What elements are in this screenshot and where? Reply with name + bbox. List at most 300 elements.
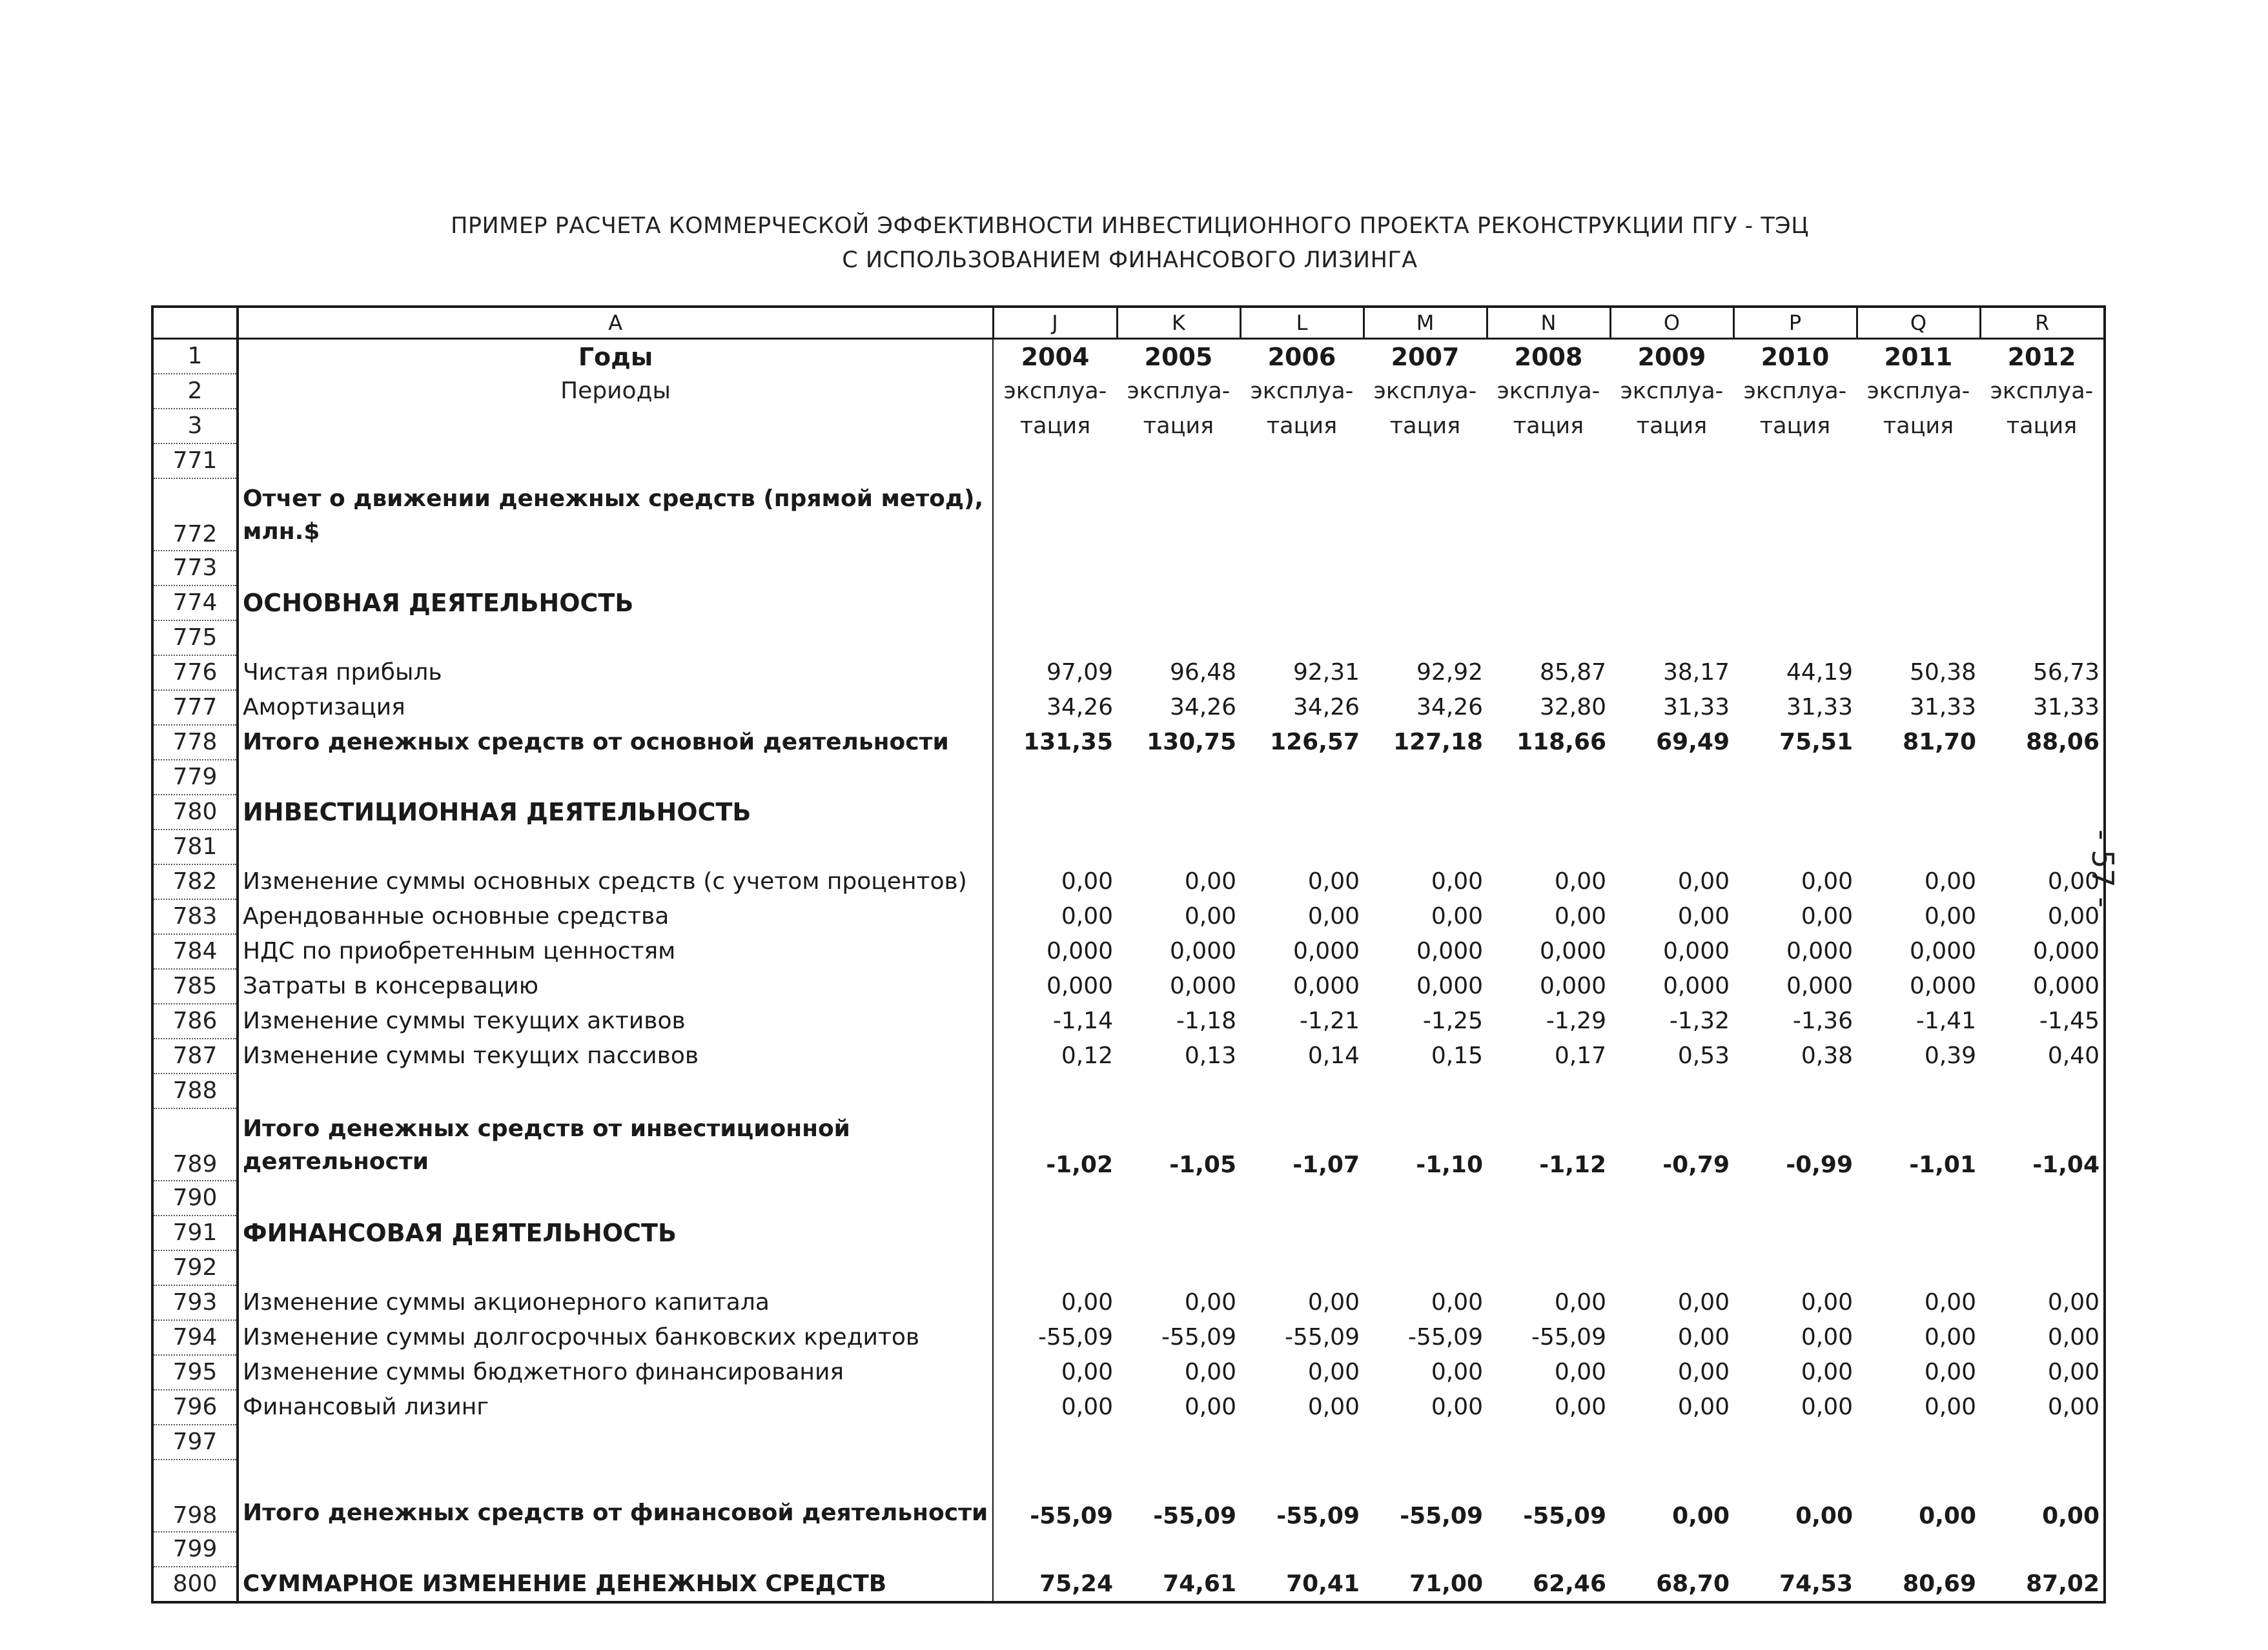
value-cell[interactable]: 31,33 bbox=[1980, 690, 2105, 725]
value-cell[interactable] bbox=[1487, 830, 1610, 864]
value-cell[interactable] bbox=[1117, 620, 1240, 655]
value-cell[interactable]: 0,00 bbox=[1924, 903, 1976, 930]
phase-cell[interactable]: эксплуа- bbox=[1250, 378, 1354, 404]
value-cell[interactable] bbox=[1857, 1216, 1980, 1250]
value-cell[interactable]: 0,15 bbox=[1431, 1043, 1483, 1069]
value-cell[interactable]: 0,000 bbox=[1662, 973, 1730, 999]
value-cell[interactable]: 34,26 bbox=[1169, 694, 1236, 720]
column-header[interactable]: O bbox=[1610, 307, 1733, 339]
row-number[interactable]: 785 bbox=[152, 969, 238, 1004]
year-cell[interactable]: 2011 bbox=[1884, 342, 1953, 371]
value-cell[interactable]: 0,00 bbox=[1677, 1394, 1730, 1420]
value-cell[interactable] bbox=[1857, 795, 1980, 830]
row-label[interactable]: Изменение суммы текущих активов bbox=[238, 1004, 993, 1039]
row-label[interactable]: НДС по приобретенным ценностям bbox=[238, 934, 993, 969]
value-cell[interactable]: 31,33 bbox=[1786, 694, 1853, 720]
value-cell[interactable]: 34,26 bbox=[1046, 694, 1113, 720]
value-cell[interactable] bbox=[993, 1425, 1117, 1460]
phase-cell[interactable]: тация bbox=[1980, 409, 2105, 443]
value-cell[interactable]: 0,00 bbox=[1801, 1289, 1853, 1316]
value-cell[interactable]: 0,40 bbox=[1980, 1039, 2105, 1074]
row-number[interactable]: 772 bbox=[152, 478, 238, 551]
value-cell[interactable]: -55,09 bbox=[1037, 1324, 1113, 1350]
row-number[interactable]: 775 bbox=[152, 620, 238, 655]
value-cell[interactable]: 0,00 bbox=[1307, 868, 1360, 895]
value-cell[interactable] bbox=[1364, 795, 1487, 830]
value-cell[interactable] bbox=[1240, 478, 1364, 551]
row-label[interactable]: Итого денежных средств от основной деятельности bbox=[238, 725, 993, 760]
value-cell[interactable]: 0,00 bbox=[1061, 903, 1113, 930]
column-header[interactable]: K bbox=[1117, 307, 1240, 339]
value-cell[interactable]: 69,49 bbox=[1656, 729, 1730, 755]
value-cell[interactable] bbox=[1117, 551, 1240, 586]
row-label[interactable]: СУММАРНОЕ ИЗМЕНЕНИЕ ДЕНЕЖНЫХ СРЕДСТВ bbox=[238, 1567, 993, 1602]
row-number[interactable]: 778 bbox=[152, 725, 238, 760]
value-cell[interactable]: 0,00 bbox=[1980, 1390, 2105, 1425]
value-cell[interactable]: 81,70 bbox=[1903, 729, 1976, 755]
column-header[interactable]: P bbox=[1733, 307, 1857, 339]
row-number[interactable]: 792 bbox=[152, 1250, 238, 1285]
value-cell[interactable] bbox=[1980, 1532, 2105, 1567]
value-cell[interactable]: 31,33 bbox=[1662, 694, 1730, 720]
value-cell[interactable] bbox=[1487, 1250, 1610, 1285]
value-cell[interactable]: -1,04 bbox=[1980, 1108, 2105, 1181]
row-number[interactable]: 3 bbox=[152, 409, 238, 443]
row-number[interactable]: 782 bbox=[152, 864, 238, 899]
row-label[interactable]: Финансовый лизинг bbox=[238, 1390, 993, 1425]
value-cell[interactable] bbox=[1610, 760, 1733, 795]
value-cell[interactable]: 0,00 bbox=[1307, 903, 1360, 930]
row-number[interactable]: 771 bbox=[152, 443, 238, 478]
phase-cell[interactable]: тация bbox=[1883, 412, 1954, 439]
row-label[interactable]: Изменение суммы акционерного капитала bbox=[238, 1285, 993, 1320]
row-number[interactable]: 798 bbox=[152, 1460, 238, 1532]
value-cell[interactable]: 0,00 bbox=[1061, 1359, 1113, 1385]
value-cell[interactable] bbox=[1610, 620, 1733, 655]
value-cell[interactable] bbox=[1733, 1216, 1857, 1250]
value-cell[interactable] bbox=[1240, 443, 1364, 478]
value-cell[interactable]: 0,00 bbox=[1184, 868, 1236, 895]
value-cell[interactable]: -55,09 bbox=[1400, 1503, 1483, 1529]
row-label[interactable] bbox=[238, 443, 993, 478]
value-cell[interactable]: 75,51 bbox=[1779, 729, 1853, 755]
value-cell[interactable] bbox=[993, 443, 1117, 478]
value-cell[interactable]: 74,53 bbox=[1779, 1570, 1853, 1597]
years-label[interactable]: Годы bbox=[238, 339, 993, 374]
value-cell[interactable]: 0,000 bbox=[1046, 938, 1113, 964]
value-cell[interactable] bbox=[1240, 586, 1364, 620]
value-cell[interactable]: 0,00 bbox=[1801, 1324, 1853, 1350]
row-number[interactable]: 799 bbox=[152, 1532, 238, 1567]
value-cell[interactable] bbox=[1610, 795, 1733, 830]
value-cell[interactable] bbox=[1364, 760, 1487, 795]
value-cell[interactable]: 0,000 bbox=[1980, 969, 2105, 1004]
value-cell[interactable]: 0,00 bbox=[1919, 1503, 1976, 1529]
row-number[interactable]: 796 bbox=[152, 1390, 238, 1425]
row-number[interactable]: 794 bbox=[152, 1320, 238, 1355]
value-cell[interactable] bbox=[1733, 478, 1857, 551]
value-cell[interactable]: 80,69 bbox=[1903, 1570, 1976, 1597]
value-cell[interactable] bbox=[993, 551, 1117, 586]
value-cell[interactable]: -55,09 bbox=[1030, 1503, 1113, 1529]
row-number[interactable]: 784 bbox=[152, 934, 238, 969]
value-cell[interactable]: 34,26 bbox=[1292, 694, 1360, 720]
value-cell[interactable] bbox=[1857, 760, 1980, 795]
value-cell[interactable]: 34,26 bbox=[1416, 694, 1483, 720]
value-cell[interactable]: -1,07 bbox=[1292, 1152, 1360, 1178]
value-cell[interactable] bbox=[1364, 586, 1487, 620]
value-cell[interactable]: 127,18 bbox=[1393, 729, 1483, 755]
value-cell[interactable] bbox=[1364, 620, 1487, 655]
value-cell[interactable] bbox=[1980, 620, 2105, 655]
value-cell[interactable] bbox=[1980, 1250, 2105, 1285]
value-cell[interactable]: 0,39 bbox=[1924, 1043, 1976, 1069]
value-cell[interactable]: 0,00 bbox=[1924, 1394, 1976, 1420]
value-cell[interactable] bbox=[1487, 620, 1610, 655]
value-cell[interactable] bbox=[1980, 830, 2105, 864]
row-number[interactable]: 791 bbox=[152, 1216, 238, 1250]
value-cell[interactable] bbox=[1857, 478, 1980, 551]
row-label[interactable]: Изменение суммы текущих пассивов bbox=[238, 1039, 993, 1074]
value-cell[interactable] bbox=[1980, 478, 2105, 551]
value-cell[interactable] bbox=[993, 1074, 1117, 1108]
value-cell[interactable] bbox=[1857, 443, 1980, 478]
value-cell[interactable]: 97,09 bbox=[1046, 659, 1113, 686]
value-cell[interactable]: -1,02 bbox=[1046, 1152, 1113, 1178]
value-cell[interactable] bbox=[1117, 1532, 1240, 1567]
value-cell[interactable] bbox=[993, 478, 1117, 551]
phase-cell[interactable]: эксплуа- bbox=[1373, 378, 1477, 404]
value-cell[interactable] bbox=[1240, 551, 1364, 586]
row-number[interactable]: 786 bbox=[152, 1004, 238, 1039]
value-cell[interactable]: 75,24 bbox=[1039, 1570, 1113, 1597]
value-cell[interactable] bbox=[1733, 443, 1857, 478]
value-cell[interactable] bbox=[1487, 478, 1610, 551]
empty-label-cell[interactable] bbox=[238, 409, 993, 443]
value-cell[interactable]: 0,14 bbox=[1307, 1043, 1360, 1069]
value-cell[interactable] bbox=[1733, 830, 1857, 864]
value-cell[interactable] bbox=[1610, 586, 1733, 620]
value-cell[interactable] bbox=[1117, 1250, 1240, 1285]
value-cell[interactable]: 0,00 bbox=[1924, 1289, 1976, 1316]
value-cell[interactable] bbox=[1980, 586, 2105, 620]
value-cell[interactable]: 0,00 bbox=[1307, 1289, 1360, 1316]
year-cell[interactable]: 2004 bbox=[1021, 342, 1090, 371]
column-header-a[interactable]: A bbox=[238, 307, 993, 339]
column-header[interactable]: Q bbox=[1857, 307, 1980, 339]
value-cell[interactable] bbox=[1240, 1074, 1364, 1108]
row-label[interactable] bbox=[238, 1074, 993, 1108]
value-cell[interactable] bbox=[1487, 1425, 1610, 1460]
value-cell[interactable]: 0,00 bbox=[1184, 1359, 1236, 1385]
value-cell[interactable]: 0,000 bbox=[1909, 938, 1976, 964]
row-number[interactable]: 774 bbox=[152, 586, 238, 620]
value-cell[interactable] bbox=[1733, 620, 1857, 655]
phase-cell[interactable]: тация bbox=[1636, 412, 1708, 439]
row-number[interactable]: 781 bbox=[152, 830, 238, 864]
value-cell[interactable]: 38,17 bbox=[1662, 659, 1730, 686]
value-cell[interactable]: 0,00 bbox=[1980, 1460, 2105, 1532]
value-cell[interactable]: 0,000 bbox=[1416, 973, 1483, 999]
value-cell[interactable] bbox=[1240, 1250, 1364, 1285]
value-cell[interactable] bbox=[1240, 1425, 1364, 1460]
value-cell[interactable]: 0,00 bbox=[1801, 1359, 1853, 1385]
value-cell[interactable] bbox=[1733, 1181, 1857, 1216]
value-cell[interactable]: 0,00 bbox=[1431, 1289, 1483, 1316]
row-number[interactable]: 789 bbox=[152, 1108, 238, 1181]
phase-cell[interactable]: тация bbox=[1019, 412, 1091, 439]
value-cell[interactable]: -0,79 bbox=[1662, 1152, 1730, 1178]
row-label[interactable]: Амортизация bbox=[238, 690, 993, 725]
value-cell[interactable]: 0,00 bbox=[1980, 864, 2105, 899]
phase-cell[interactable]: эксплуа- bbox=[1866, 378, 1970, 404]
phase-cell[interactable]: тация bbox=[1389, 412, 1461, 439]
value-cell[interactable] bbox=[1733, 1425, 1857, 1460]
row-label[interactable]: ИНВЕСТИЦИОННАЯ ДЕЯТЕЛЬНОСТЬ bbox=[238, 795, 993, 830]
periods-label[interactable]: Периоды bbox=[238, 374, 993, 409]
value-cell[interactable]: 0,38 bbox=[1801, 1043, 1853, 1069]
value-cell[interactable]: 56,73 bbox=[1980, 655, 2105, 690]
value-cell[interactable]: 0,00 bbox=[1554, 1359, 1606, 1385]
value-cell[interactable] bbox=[1857, 830, 1980, 864]
value-cell[interactable]: -1,18 bbox=[1176, 1008, 1236, 1034]
row-label[interactable] bbox=[238, 1532, 993, 1567]
value-cell[interactable] bbox=[1980, 1074, 2105, 1108]
value-cell[interactable]: 0,00 bbox=[1184, 1289, 1236, 1316]
value-cell[interactable]: 0,00 bbox=[1677, 903, 1730, 930]
value-cell[interactable] bbox=[993, 760, 1117, 795]
value-cell[interactable]: 0,00 bbox=[1431, 1394, 1483, 1420]
value-cell[interactable] bbox=[1857, 1425, 1980, 1460]
value-cell[interactable] bbox=[993, 1216, 1117, 1250]
value-cell[interactable] bbox=[1610, 1074, 1733, 1108]
phase-cell[interactable]: эксплуа- bbox=[1127, 378, 1231, 404]
value-cell[interactable] bbox=[1610, 478, 1733, 551]
value-cell[interactable] bbox=[1117, 1425, 1240, 1460]
value-cell[interactable] bbox=[1364, 830, 1487, 864]
value-cell[interactable]: 0,000 bbox=[1292, 938, 1360, 964]
phase-cell[interactable]: эксплуа- bbox=[1980, 374, 2105, 409]
value-cell[interactable] bbox=[993, 1250, 1117, 1285]
value-cell[interactable]: -55,09 bbox=[1523, 1503, 1606, 1529]
value-cell[interactable]: -1,21 bbox=[1299, 1008, 1360, 1034]
year-cell[interactable]: 2005 bbox=[1144, 342, 1213, 371]
year-cell[interactable]: 2007 bbox=[1391, 342, 1460, 371]
value-cell[interactable]: 92,92 bbox=[1416, 659, 1483, 686]
value-cell[interactable]: 71,00 bbox=[1409, 1570, 1483, 1597]
year-cell[interactable]: 2009 bbox=[1637, 342, 1706, 371]
phase-cell[interactable]: тация bbox=[1266, 412, 1338, 439]
value-cell[interactable] bbox=[1117, 586, 1240, 620]
value-cell[interactable]: 118,66 bbox=[1517, 729, 1606, 755]
value-cell[interactable] bbox=[993, 620, 1117, 655]
row-label[interactable] bbox=[238, 620, 993, 655]
row-number[interactable]: 788 bbox=[152, 1074, 238, 1108]
value-cell[interactable] bbox=[1610, 551, 1733, 586]
value-cell[interactable] bbox=[1980, 443, 2105, 478]
value-cell[interactable]: -1,01 bbox=[1909, 1152, 1976, 1178]
row-number[interactable]: 780 bbox=[152, 795, 238, 830]
value-cell[interactable]: 0,00 bbox=[1980, 1285, 2105, 1320]
value-cell[interactable] bbox=[1240, 1181, 1364, 1216]
column-header[interactable]: L bbox=[1240, 307, 1364, 339]
value-cell[interactable]: 0,00 bbox=[1980, 1355, 2105, 1390]
phase-cell[interactable]: эксплуа- bbox=[1497, 378, 1600, 404]
value-cell[interactable]: 31,33 bbox=[1909, 694, 1976, 720]
value-cell[interactable]: 0,00 bbox=[1184, 903, 1236, 930]
value-cell[interactable] bbox=[1240, 830, 1364, 864]
value-cell[interactable]: 0,00 bbox=[1677, 868, 1730, 895]
year-cell[interactable]: 2012 bbox=[1980, 339, 2105, 374]
value-cell[interactable] bbox=[1980, 551, 2105, 586]
value-cell[interactable] bbox=[1610, 1181, 1733, 1216]
value-cell[interactable]: 0,00 bbox=[1801, 903, 1853, 930]
value-cell[interactable] bbox=[993, 1181, 1117, 1216]
value-cell[interactable]: 62,46 bbox=[1533, 1570, 1606, 1597]
value-cell[interactable]: -55,09 bbox=[1407, 1324, 1483, 1350]
row-number[interactable]: 2 bbox=[152, 374, 238, 409]
row-label[interactable]: Итого денежных средств от инвестиционной деятельности bbox=[238, 1108, 993, 1181]
value-cell[interactable] bbox=[1117, 443, 1240, 478]
value-cell[interactable]: -55,09 bbox=[1161, 1324, 1236, 1350]
value-cell[interactable]: 126,57 bbox=[1270, 729, 1360, 755]
row-label[interactable]: Затраты в консервацию bbox=[238, 969, 993, 1004]
row-label[interactable]: Изменение суммы долгосрочных банковских кредитов bbox=[238, 1320, 993, 1355]
value-cell[interactable]: 0,00 bbox=[1061, 1289, 1113, 1316]
row-label[interactable] bbox=[238, 1425, 993, 1460]
row-label[interactable] bbox=[238, 830, 993, 864]
value-cell[interactable]: -55,09 bbox=[1153, 1503, 1236, 1529]
value-cell[interactable]: 0,13 bbox=[1184, 1043, 1236, 1069]
row-number[interactable]: 797 bbox=[152, 1425, 238, 1460]
row-number[interactable]: 793 bbox=[152, 1285, 238, 1320]
row-label[interactable]: Изменение суммы основных средств (с учетом процентов) bbox=[238, 864, 993, 899]
value-cell[interactable]: 85,87 bbox=[1539, 659, 1606, 686]
value-cell[interactable] bbox=[1857, 586, 1980, 620]
value-cell[interactable] bbox=[1364, 1250, 1487, 1285]
value-cell[interactable]: 0,00 bbox=[1307, 1359, 1360, 1385]
value-cell[interactable] bbox=[1733, 760, 1857, 795]
value-cell[interactable]: 0,53 bbox=[1677, 1043, 1730, 1069]
value-cell[interactable] bbox=[1364, 478, 1487, 551]
value-cell[interactable]: 0,00 bbox=[1924, 868, 1976, 895]
value-cell[interactable] bbox=[1610, 443, 1733, 478]
value-cell[interactable] bbox=[1364, 1074, 1487, 1108]
value-cell[interactable]: 0,000 bbox=[1786, 973, 1853, 999]
value-cell[interactable] bbox=[993, 586, 1117, 620]
value-cell[interactable] bbox=[1364, 443, 1487, 478]
value-cell[interactable] bbox=[1117, 478, 1240, 551]
value-cell[interactable] bbox=[1610, 830, 1733, 864]
value-cell[interactable]: 0,00 bbox=[1554, 903, 1606, 930]
value-cell[interactable]: 0,00 bbox=[1184, 1394, 1236, 1420]
value-cell[interactable] bbox=[1240, 1532, 1364, 1567]
value-cell[interactable] bbox=[1980, 1181, 2105, 1216]
value-cell[interactable]: 32,80 bbox=[1539, 694, 1606, 720]
value-cell[interactable] bbox=[1610, 1216, 1733, 1250]
row-number[interactable]: 777 bbox=[152, 690, 238, 725]
column-header[interactable]: M bbox=[1364, 307, 1487, 339]
row-label[interactable] bbox=[238, 1181, 993, 1216]
value-cell[interactable]: 130,75 bbox=[1147, 729, 1236, 755]
value-cell[interactable]: -1,14 bbox=[1052, 1008, 1113, 1034]
value-cell[interactable]: 0,00 bbox=[1672, 1503, 1730, 1529]
value-cell[interactable] bbox=[1980, 1216, 2105, 1250]
value-cell[interactable] bbox=[1487, 551, 1610, 586]
value-cell[interactable]: 0,00 bbox=[1801, 868, 1853, 895]
phase-cell[interactable]: эксплуа- bbox=[1620, 378, 1724, 404]
value-cell[interactable] bbox=[993, 795, 1117, 830]
value-cell[interactable] bbox=[1733, 1250, 1857, 1285]
value-cell[interactable] bbox=[1733, 1532, 1857, 1567]
value-cell[interactable]: 0,00 bbox=[1431, 868, 1483, 895]
row-number[interactable]: 1 bbox=[152, 339, 238, 374]
row-number[interactable]: 795 bbox=[152, 1355, 238, 1390]
value-cell[interactable] bbox=[1240, 760, 1364, 795]
year-cell[interactable]: 2008 bbox=[1514, 342, 1583, 371]
row-label[interactable]: Арендованные основные средства bbox=[238, 899, 993, 934]
value-cell[interactable]: 88,06 bbox=[1980, 725, 2105, 760]
row-label[interactable]: ОСНОВНАЯ ДЕЯТЕЛЬНОСТЬ bbox=[238, 586, 993, 620]
value-cell[interactable]: 0,00 bbox=[1677, 1324, 1730, 1350]
value-cell[interactable] bbox=[1487, 1074, 1610, 1108]
value-cell[interactable] bbox=[1733, 586, 1857, 620]
value-cell[interactable]: 0,00 bbox=[1061, 868, 1113, 895]
value-cell[interactable] bbox=[1364, 1181, 1487, 1216]
value-cell[interactable]: 131,35 bbox=[1023, 729, 1113, 755]
value-cell[interactable] bbox=[1240, 1216, 1364, 1250]
column-header[interactable]: R bbox=[1980, 307, 2105, 339]
value-cell[interactable]: 0,000 bbox=[1539, 973, 1606, 999]
row-number[interactable]: 790 bbox=[152, 1181, 238, 1216]
value-cell[interactable] bbox=[993, 1532, 1117, 1567]
value-cell[interactable]: 0,00 bbox=[1431, 903, 1483, 930]
phase-cell[interactable]: эксплуа- bbox=[1003, 378, 1107, 404]
column-header[interactable]: N bbox=[1487, 307, 1610, 339]
value-cell[interactable] bbox=[1980, 760, 2105, 795]
value-cell[interactable]: 0,00 bbox=[1677, 1359, 1730, 1385]
value-cell[interactable]: 68,70 bbox=[1656, 1570, 1730, 1597]
value-cell[interactable]: 50,38 bbox=[1909, 659, 1976, 686]
value-cell[interactable] bbox=[1117, 1216, 1240, 1250]
value-cell[interactable] bbox=[1610, 1425, 1733, 1460]
value-cell[interactable]: 0,00 bbox=[1677, 1289, 1730, 1316]
value-cell[interactable]: 96,48 bbox=[1169, 659, 1236, 686]
year-cell[interactable]: 2006 bbox=[1267, 342, 1336, 371]
value-cell[interactable]: 0,000 bbox=[1662, 938, 1730, 964]
value-cell[interactable] bbox=[1980, 1425, 2105, 1460]
phase-cell[interactable]: тация bbox=[1143, 412, 1214, 439]
value-cell[interactable] bbox=[993, 830, 1117, 864]
value-cell[interactable] bbox=[1857, 620, 1980, 655]
value-cell[interactable] bbox=[1733, 551, 1857, 586]
value-cell[interactable]: 0,00 bbox=[1801, 1394, 1853, 1420]
value-cell[interactable] bbox=[1240, 620, 1364, 655]
phase-cell[interactable]: тация bbox=[1513, 412, 1584, 439]
value-cell[interactable] bbox=[1240, 795, 1364, 830]
value-cell[interactable]: 0,00 bbox=[1924, 1359, 1976, 1385]
row-number[interactable]: 779 bbox=[152, 760, 238, 795]
row-number[interactable]: 787 bbox=[152, 1039, 238, 1074]
value-cell[interactable] bbox=[1610, 1532, 1733, 1567]
value-cell[interactable]: 0,00 bbox=[1554, 868, 1606, 895]
value-cell[interactable]: 74,61 bbox=[1163, 1570, 1236, 1597]
value-cell[interactable]: -1,36 bbox=[1792, 1008, 1853, 1034]
value-cell[interactable]: -1,12 bbox=[1539, 1152, 1606, 1178]
phase-cell[interactable]: тация bbox=[1759, 412, 1831, 439]
value-cell[interactable]: 0,12 bbox=[1061, 1043, 1113, 1069]
value-cell[interactable] bbox=[1364, 1425, 1487, 1460]
